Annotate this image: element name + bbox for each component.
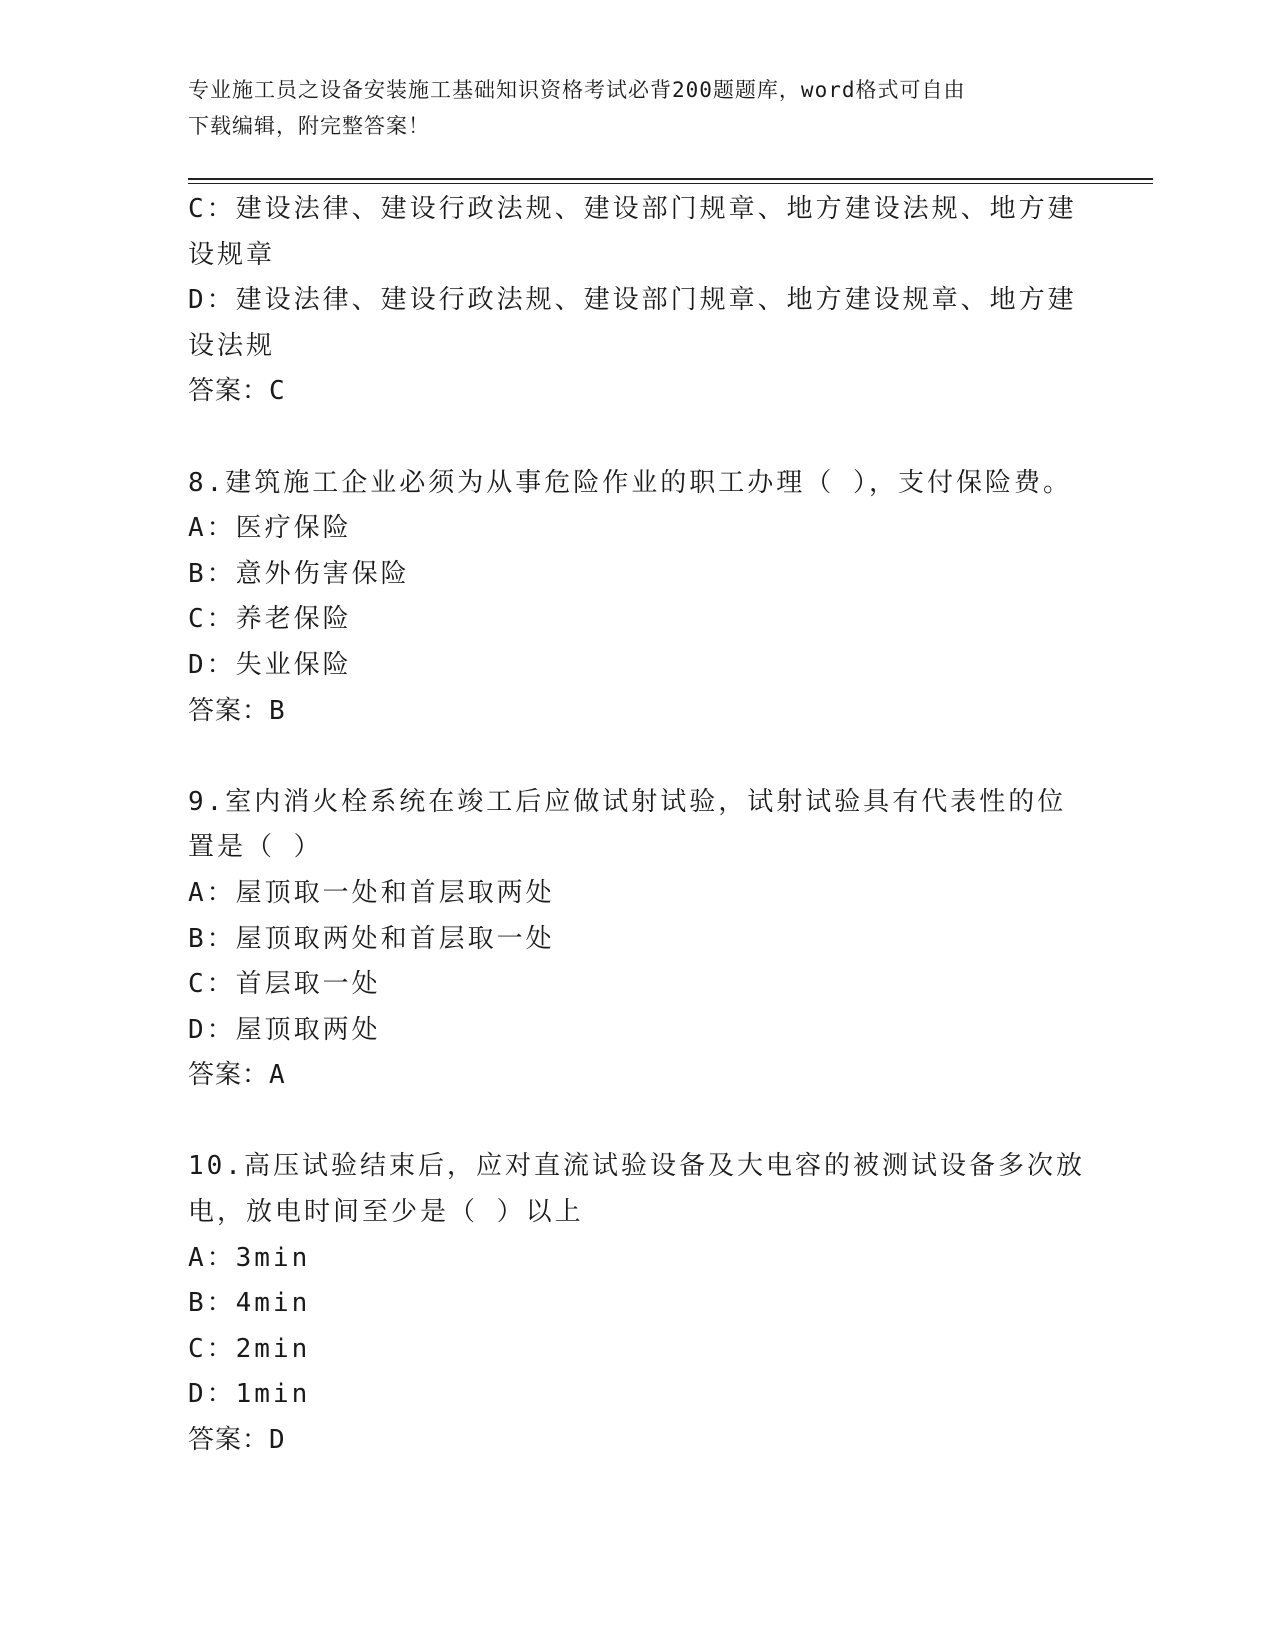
option-d-continued: 设法规 xyxy=(188,330,276,361)
option-d: D：屋顶取两处 xyxy=(188,1014,381,1045)
option-c: C：建设法律、建设行政法规、建设部门规章、地方建设法规、地方建 xyxy=(188,194,1077,224)
question-9 xyxy=(188,780,1088,1099)
option-a: A：屋顶取一处和首层取两处 xyxy=(188,877,555,908)
header-title-line-2: 下载编辑，附完整答案！ xyxy=(188,114,430,138)
page-header xyxy=(188,72,1088,144)
question-8 xyxy=(188,461,1088,735)
question-stem-continued: 置是（ ） xyxy=(188,832,323,863)
header-divider-thin xyxy=(188,183,1153,184)
option-d: D：失业保险 xyxy=(188,649,352,680)
option-b: B：意外伤害保险 xyxy=(188,558,410,589)
answer: 答案：B xyxy=(188,695,286,726)
option-c: C：养老保险 xyxy=(188,604,352,635)
option-c: C：2min xyxy=(188,1333,311,1364)
spacer xyxy=(188,415,1088,461)
question-stem: 8.建筑施工企业必须为从事危险作业的职工办理（ ），支付保险费。 xyxy=(188,467,1072,498)
spacer xyxy=(188,1099,1088,1145)
header-divider-thick xyxy=(188,178,1153,180)
answer: 答案：D xyxy=(188,1425,286,1456)
option-b: B：4min xyxy=(188,1288,311,1319)
header-title-line-1: 专业施工员之设备安装施工基础知识资格考试必背200题题库，word格式可自由 xyxy=(188,78,966,102)
option-a: A：医疗保险 xyxy=(188,513,352,544)
option-a: A：3min xyxy=(188,1242,311,1273)
option-c-continued: 设规章 xyxy=(188,239,276,270)
question-10 xyxy=(188,1144,1088,1463)
option-c: C：首层取一处 xyxy=(188,969,381,1000)
question-list xyxy=(188,187,1088,1464)
question-7-tail xyxy=(188,187,1088,415)
option-d: D：1min xyxy=(188,1379,311,1410)
answer: 答案：C xyxy=(188,376,286,407)
spacer xyxy=(188,734,1088,780)
answer: 答案：A xyxy=(188,1060,286,1091)
question-stem: 9.室内消火栓系统在竣工后应做试射试验，试射试验具有代表性的位 xyxy=(188,786,1067,817)
option-b: B：屋顶取两处和首层取一处 xyxy=(188,923,555,954)
question-stem: 10.高压试验结束后，应对直流试验设备及大电容的被测试设备多次放 xyxy=(188,1151,1085,1182)
question-stem-continued: 电，放电时间至少是（ ）以上 xyxy=(188,1197,584,1228)
option-d: D：建设法律、建设行政法规、建设部门规章、地方建设规章、地方建 xyxy=(188,285,1077,316)
